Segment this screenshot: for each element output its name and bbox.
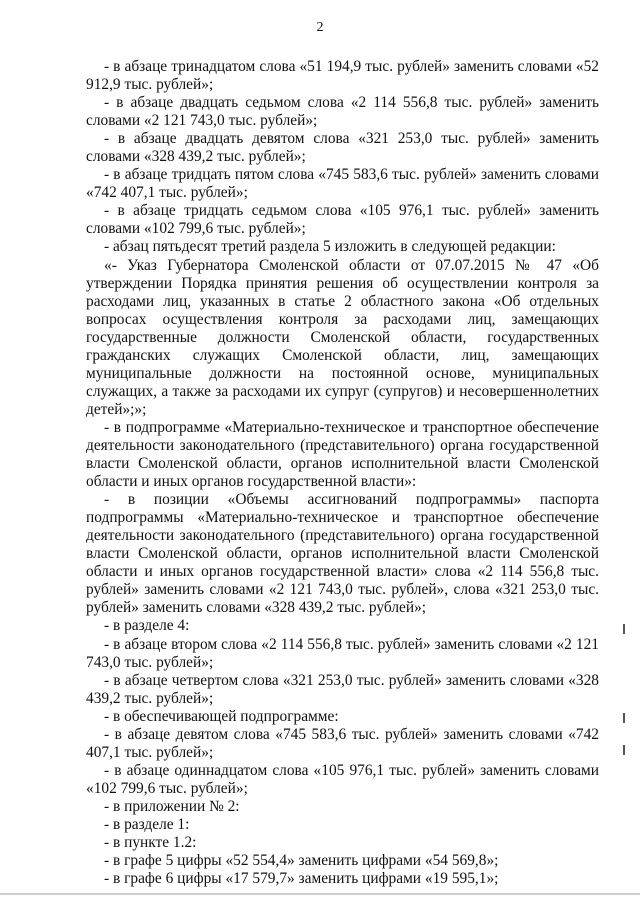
paragraph-10: - в разделе 4: [104,617,190,635]
paragraph-7-decree: «- Указ Губернатора Смоленской области от 07.07.2015 № 47 «Об утверждении Порядка принятия решения об осуществлении контроля за расходами лиц, указанных в статье 2 областного закона «Об отдельных вопросах осуществления контроля за расходами лиц, замещающих государственные должности Смоленской области, государственных гражданских служащих Смоленской области, лиц, замещающих муниципальные должности на постоянной основе, муниципальных служащих, а также за расходами их супруг (супругов) и несовершеннолетних детей»;»; [86,256,599,418]
paragraph-4: - в абзаце тридцать пятом слова «745 583,6 тыс. рублей» заменить словами «742 407,1 тыс. рублей»; [86,166,599,202]
paragraph-11: - в абзаце втором слова «2 114 556,8 тыс. рублей» заменить словами «2 121 743,0 тыс. рублей»; [86,635,599,671]
paragraph-6: - абзац пятьдесят третий раздела 5 изложить в следующей редакции: [104,238,556,256]
scan-margin-mark [623,713,625,723]
paragraph-12: - в абзаце четвертом слова «321 253,0 тыс. рублей» заменить словами «328 439,2 тыс. рублей»; [86,671,599,707]
paragraph-1: - в абзаце тринадцатом слова «51 194,9 тыс. рублей» заменить словами «52 912,9 тыс. рублей»; [86,58,599,94]
document-body [86,58,599,888]
page-number: 2 [316,20,324,35]
paragraph-9: - в позиции «Объемы ассигнований подпрограммы» паспорта подпрограммы «Материально-техническое и транспортное обеспечение деятельности законодательного (представительного) органа государственной власти Смоленской области, органов исполнительной власти Смоленской области и иных органов государственной власти» слова «2 114 556,8 тыс. рублей» заменить словами «2 121 743,0 тыс. рублей», слова «321 253,0 тыс. рублей» заменить словами «328 439,2 тыс. рублей»; [86,491,599,617]
paragraph-15: - в абзаце одиннадцатом слова «105 976,1 тыс. рублей» заменить словами «102 799,6 тыс. рублей»; [86,761,599,797]
paragraph-18: - в пункте 1.2: [104,834,197,852]
paragraph-8: - в подпрограмме «Материально-техническое и транспортное обеспечение деятельности законодательного (представительного) органа государственной власти Смоленской области, органов исполнительной власти Смоленской области и иных органов государственной власти»: [86,418,599,491]
paragraph-20: - в графе 6 цифры «17 579,7» заменить цифрами «19 595,1»; [104,870,499,888]
paragraph-17: - в разделе 1: [104,815,190,833]
paragraph-16: - в приложении № 2: [104,797,240,815]
scan-margin-mark [623,624,625,634]
scan-bottom-edge [0,893,640,895]
paragraph-19: - в графе 5 цифры «52 554,4» заменить цифрами «54 569,8»; [104,852,499,870]
paragraph-5: - в абзаце тридцать седьмом слова «105 976,1 тыс. рублей» заменить словами «102 799,6 тыс. рублей»; [86,202,599,238]
paragraph-14: - в абзаце девятом слова «745 583,6 тыс. рублей» заменить словами «742 407,1 тыс. рублей»; [86,725,599,761]
paragraph-13: - в обеспечивающей подпрограмме: [104,707,339,725]
scan-margin-mark [623,745,625,755]
paragraph-3: - в абзаце двадцать девятом слова «321 253,0 тыс. рублей» заменить словами «328 439,2 тыс. рублей»; [86,130,599,166]
paragraph-2: - в абзаце двадцать седьмом слова «2 114 556,8 тыс. рублей» заменить словами «2 121 743,0 тыс. рублей»; [86,94,599,130]
